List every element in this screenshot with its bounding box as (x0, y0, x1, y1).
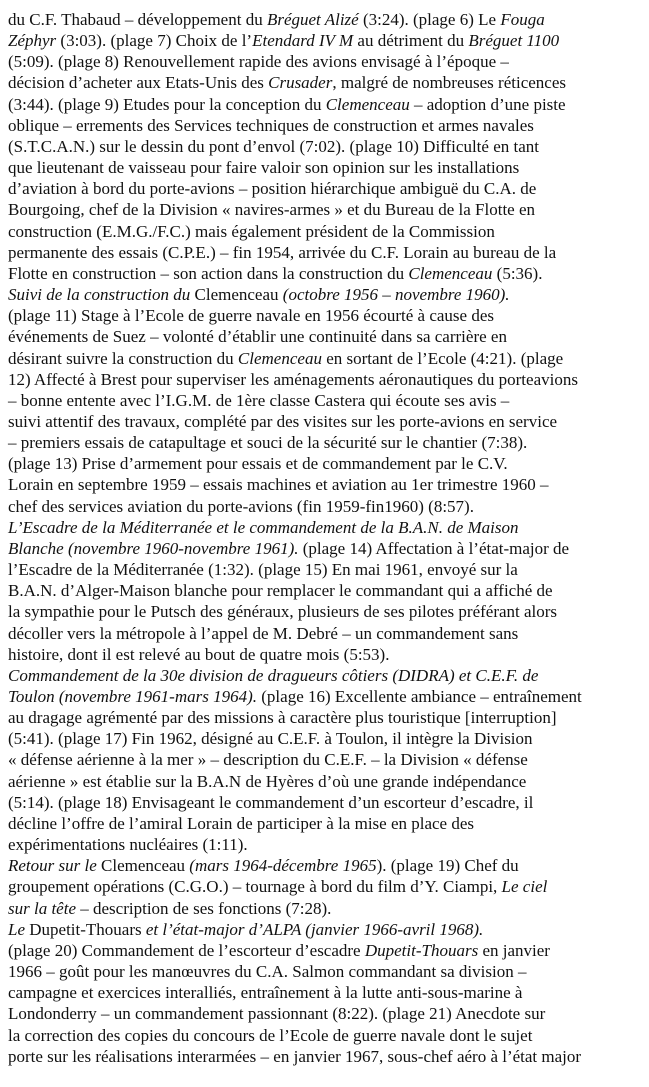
text-segment-italic: Etendard IV M (252, 31, 354, 51)
text-segment: histoire, dont il est relevé au bout de quatre mois (5:53). (8, 644, 390, 664)
text-line (8, 876, 643, 897)
text-line (8, 199, 643, 220)
text-line (8, 1003, 643, 1024)
text-segment: (5:14). (plage 18) Envisageant le commandement d’un escorteur d’escadre, il (8, 792, 534, 812)
text-segment: d’aviation à bord du porte-avions – position hiérarchique ambiguë du C.A. de (8, 179, 537, 199)
text-line (8, 517, 643, 538)
text-segment: – bonne entente avec l’I.G.M. de 1ère classe Castera qui écoute ses avis – (8, 390, 510, 410)
text-segment: (plage 14) Affectation à l’état-major de (298, 538, 570, 558)
text-segment: Clemenceau (101, 856, 190, 876)
text-segment: (5:36). (492, 263, 543, 283)
text-line (8, 94, 643, 115)
text-line (8, 982, 643, 1003)
text-line (8, 834, 643, 855)
text-line (8, 686, 643, 707)
text-segment-italic: Le ciel (501, 877, 548, 897)
text-segment: que lieutenant de vaisseau pour faire valoir son opinion sur les installations (8, 158, 520, 178)
text-segment: suivi attentif des travaux, complété par des visites sur les porte-avions en service (8, 411, 558, 431)
text-segment: aérienne » est établie sur la B.A.N de Hyères d’où une grande indépendance (8, 771, 527, 791)
text-segment: l’Escadre de la Méditerranée (1:32). (plage 15) En mai 1961, envoyé sur la (8, 560, 518, 580)
text-line (8, 326, 643, 347)
text-segment: campagne et exercices interalliés, entraînement à la lutte anti-sous-marine à (8, 983, 523, 1003)
text-line (8, 898, 643, 919)
text-segment-italic: Toulon (novembre 1961-mars 1964). (8, 687, 258, 706)
text-segment-italic: L’Escadre de la Méditerranée et le commandement de la B.A.N. de Maison (8, 517, 519, 537)
text-segment: la sympathie pour le Putsch des généraux, plusieurs de ses pilotes préférant alors (8, 602, 558, 622)
text-segment: (5:41). (plage 17) Fin 1962, désigné au C.E.F. à Toulon, il intègre la Division (8, 729, 533, 749)
text-segment-italic: sur la tête (8, 898, 76, 918)
text-line (8, 749, 643, 770)
text-segment: , malgré de nombreuses réticences (332, 73, 566, 93)
text-segment: 1966 – goût pour les manœuvres du C.A. Salmon commandant sa division – (8, 962, 527, 982)
text-segment-italic: (octobre 1956 – novembre 1960). (282, 285, 510, 305)
text-line (8, 580, 643, 601)
text-segment: décoller vers la métropole à l’appel de M. Debré – un commandement sans (8, 623, 519, 643)
text-segment: Lorain en septembre 1959 – essais machines et aviation au 1er trimestre 1960 – (8, 475, 549, 495)
text-line (8, 1046, 643, 1067)
text-line (8, 728, 643, 749)
text-segment: Clemenceau (194, 285, 283, 305)
text-line (8, 665, 643, 686)
text-segment: (5:09). (plage 8) Renouvellement rapide des avions envisagé à l’époque – (8, 52, 509, 72)
text-line (8, 305, 643, 326)
text-segment-italic: Clemenceau (408, 263, 493, 283)
text-line (8, 284, 643, 305)
text-line (8, 644, 643, 665)
text-segment-italic: Suivi de la construction du (8, 285, 195, 305)
text-segment: 12) Affecté à Brest pour superviser les aménagements aéronautiques du porteavions (8, 369, 578, 389)
text-line (8, 813, 643, 834)
text-segment: au dragage agrémenté par des missions à caractère plus touristique [interruption] (8, 708, 557, 728)
text-segment: expérimentations nucléaires (1:11). (8, 835, 248, 855)
text-segment: « défense aérienne à la mer » – description du C.E.F. – la Division « défense (8, 750, 528, 770)
text-segment: – adoption d’une piste (409, 94, 566, 114)
text-line (8, 221, 643, 242)
text-line (8, 242, 643, 263)
text-line (8, 496, 643, 517)
text-line (8, 411, 643, 432)
text-segment-italic: Retour sur le (8, 856, 102, 876)
text-segment: la correction des copies du concours de l’Ecole de guerre navale dont le sujet (8, 1025, 533, 1045)
text-segment-italic: Bréguet 1100 (468, 31, 560, 51)
text-line (8, 623, 643, 644)
text-segment: du C.F. Thabaud – développement du (8, 10, 267, 29)
text-segment: Bourgoing, chef de la Division « navires-armes » et du Bureau de la Flotte en (8, 200, 536, 220)
text-segment: (plage 20) Commandement de l’escorteur d’escadre (8, 940, 365, 960)
text-segment: porte sur les réalisations interarmées – en janvier 1967, sous-chef aéro à l’état major (8, 1046, 582, 1066)
text-segment: décision d’acheter aux Etats-Unis des (8, 73, 269, 93)
text-segment: (plage 16) Excellente ambiance – entraînement (257, 687, 582, 706)
text-line (8, 792, 643, 813)
text-line (8, 178, 643, 199)
text-segment: décline l’offre de l’amiral Lorain de participer à la mise en place des (8, 813, 475, 833)
text-segment: construction (E.M.G./F.C.) mais également président de la Commission (8, 221, 495, 241)
text-segment-italic: et l’état-major d’ALPA (janvier 1966-avril 1968). (145, 919, 484, 939)
text-line (8, 157, 643, 178)
text-line (8, 474, 643, 495)
text-line (8, 538, 643, 559)
text-segment: B.A.N. d’Alger-Maison blanche pour remplacer le commandant qui a affiché de (8, 581, 553, 601)
text-line (8, 72, 643, 93)
text-segment-italic: Clemenceau (325, 94, 410, 114)
text-line (8, 601, 643, 622)
text-segment: groupement opérations (C.G.O.) – tournage à bord du film d’Y. Ciampi, (8, 877, 502, 897)
text-segment: en sortant de l’Ecole (4:21). (plage (321, 348, 564, 368)
text-segment-italic: Zéphyr (8, 31, 57, 51)
text-segment-italic: Le (8, 919, 30, 939)
text-line (8, 51, 643, 72)
text-segment: (3:44). (plage 9) Etudes pour la conception du (8, 94, 326, 114)
text-segment: au détriment du (353, 31, 469, 51)
text-line (8, 30, 643, 51)
text-line (8, 115, 643, 136)
text-line (8, 136, 643, 157)
text-line (8, 348, 643, 369)
text-line (8, 919, 643, 940)
text-segment: (3:24). (plage 6) Le (358, 10, 501, 29)
text-line (8, 369, 643, 390)
text-segment: Flotte en construction – son action dans la construction du (8, 263, 409, 283)
text-line (8, 771, 643, 792)
text-segment-italic: Commandement de la 30e division de dragueurs côtiers (DIDRA) et C.E.F. de (8, 665, 539, 685)
text-segment: permanente des essais (C.P.E.) – fin 1954, arrivée du C.F. Lorain au bureau de la (8, 242, 557, 262)
text-segment: oblique – errements des Services techniques de construction et armes navales (8, 115, 534, 135)
text-segment: – description de ses fonctions (7:28). (76, 898, 332, 918)
text-line (8, 707, 643, 728)
text-segment: chef des services aviation du porte-avions (fin 1959-fin1960) (8:57). (8, 496, 474, 516)
text-segment: désirant suivre la construction du (8, 348, 238, 368)
text-line (8, 263, 643, 284)
text-segment-italic: Crusader (268, 73, 333, 93)
text-segment: (S.T.C.A.N.) sur le dessin du pont d’envol (7:02). (plage 10) Difficulté en tant (8, 136, 539, 156)
text-line (8, 940, 643, 961)
text-segment: Dupetit-Thouars (29, 919, 146, 939)
text-segment-italic: Bréguet Alizé (266, 10, 359, 29)
text-segment-italic: (mars 1964-décembre 1965 (189, 856, 377, 876)
text-segment: Londonderry – un commandement passionnant (8:22). (plage 21) Anecdote sur (8, 1004, 546, 1024)
text-line (8, 855, 643, 876)
text-line (8, 390, 643, 411)
text-segment-italic: Fouga (500, 10, 545, 29)
text-line (8, 9, 643, 30)
text-segment-italic: Blanche (novembre 1960-novembre 1961). (8, 538, 299, 558)
text-segment: – premiers essais de catapultage et souci de la sécurité sur le chantier (7:38). (8, 433, 528, 453)
text-segment: (3:03). (plage 7) Choix de l’ (56, 31, 253, 51)
text-segment: (plage 11) Stage à l’Ecole de guerre navale en 1956 écourté à cause des (8, 306, 494, 326)
text-segment-italic: Clemenceau (237, 348, 322, 368)
text-segment-italic: Dupetit-Thouars (364, 940, 479, 960)
text-line (8, 961, 643, 982)
text-segment: événements de Suez – volonté d’établir une continuité dans sa carrière en (8, 327, 507, 347)
text-line (8, 559, 643, 580)
text-line (8, 453, 643, 474)
text-segment: (plage 13) Prise d’armement pour essais et de commandement par le C.V. (8, 454, 508, 474)
text-line (8, 432, 643, 453)
text-line (8, 1025, 643, 1046)
document-text-body (8, 9, 643, 1067)
text-segment: ). (plage 19) Chef du (376, 856, 519, 876)
text-segment: en janvier (478, 940, 550, 960)
